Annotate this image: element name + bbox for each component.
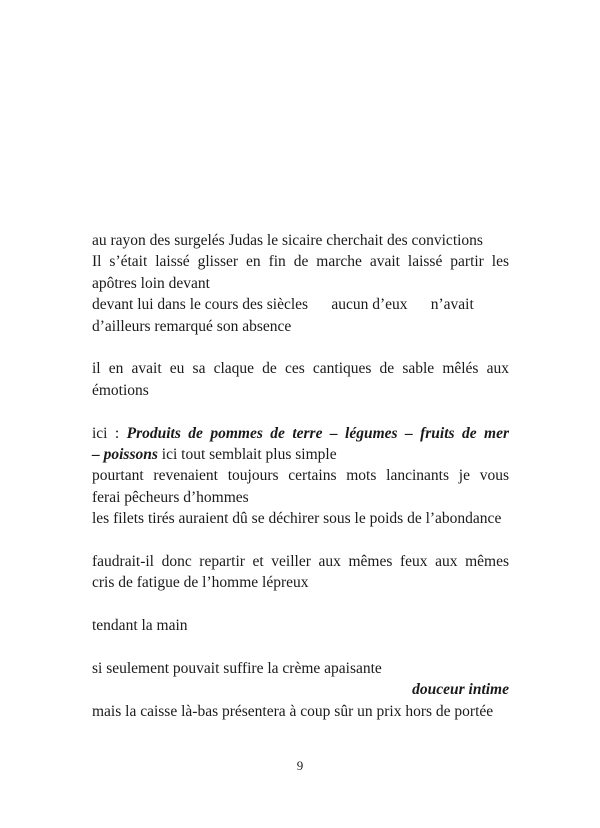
product-categories-emphasis: Produits de pommes de terre – légumes – fruits de mer bbox=[126, 424, 509, 442]
poem-line: tendant la main bbox=[92, 617, 188, 635]
stanza-break bbox=[92, 337, 509, 358]
poem-line bbox=[92, 444, 509, 465]
poem-line: mais la caisse là-bas présentera à coup sûr un prix hors de portée bbox=[92, 702, 494, 720]
poem-line: émotions bbox=[92, 381, 149, 399]
poem-line: cris de fatigue de l’homme lépreux bbox=[92, 574, 309, 592]
poem-line-emphasis: douceur intime bbox=[412, 681, 509, 699]
stanza-break bbox=[92, 594, 509, 615]
poem-line: les filets tirés auraient dû se déchirer sous le poids de l’abondance bbox=[92, 510, 502, 528]
poem-line bbox=[92, 423, 509, 444]
poem-line: il en avait eu sa claque de ces cantiques de sable mêlés aux bbox=[92, 360, 509, 378]
poem-prefix: ici : bbox=[92, 424, 127, 442]
stanza-break bbox=[92, 530, 509, 551]
poem-line: faudrait-il donc repartir et veiller aux mêmes feux aux mêmes bbox=[92, 553, 509, 571]
poem-line: pourtant revenaient toujours certains mots lancinants je vous bbox=[92, 467, 509, 485]
poem-line: ferai pêcheurs d’hommes bbox=[92, 488, 249, 506]
poem-line: apôtres loin devant bbox=[92, 274, 210, 292]
product-categories-emphasis-continued: – poissons bbox=[92, 446, 158, 464]
stanza-break bbox=[92, 637, 509, 658]
poem-line: devant lui dans le cours des siècles aucun d’eux n’avait bbox=[92, 296, 474, 314]
poem-suffix: ici tout semblait plus simple bbox=[157, 446, 337, 464]
page-number: 9 bbox=[296, 758, 304, 773]
poem-line: si seulement pouvait suffire la crème apaisante bbox=[92, 660, 382, 678]
poem-line: Il s’était laissé glisser en fin de marche avait laissé partir les bbox=[92, 253, 509, 271]
poem-body bbox=[92, 230, 509, 722]
poem-line: d’ailleurs remarqué son absence bbox=[92, 317, 292, 335]
stanza-break bbox=[92, 401, 509, 422]
poem-line: au rayon des surgelés Judas le sicaire cherchait des convictions bbox=[92, 232, 483, 249]
